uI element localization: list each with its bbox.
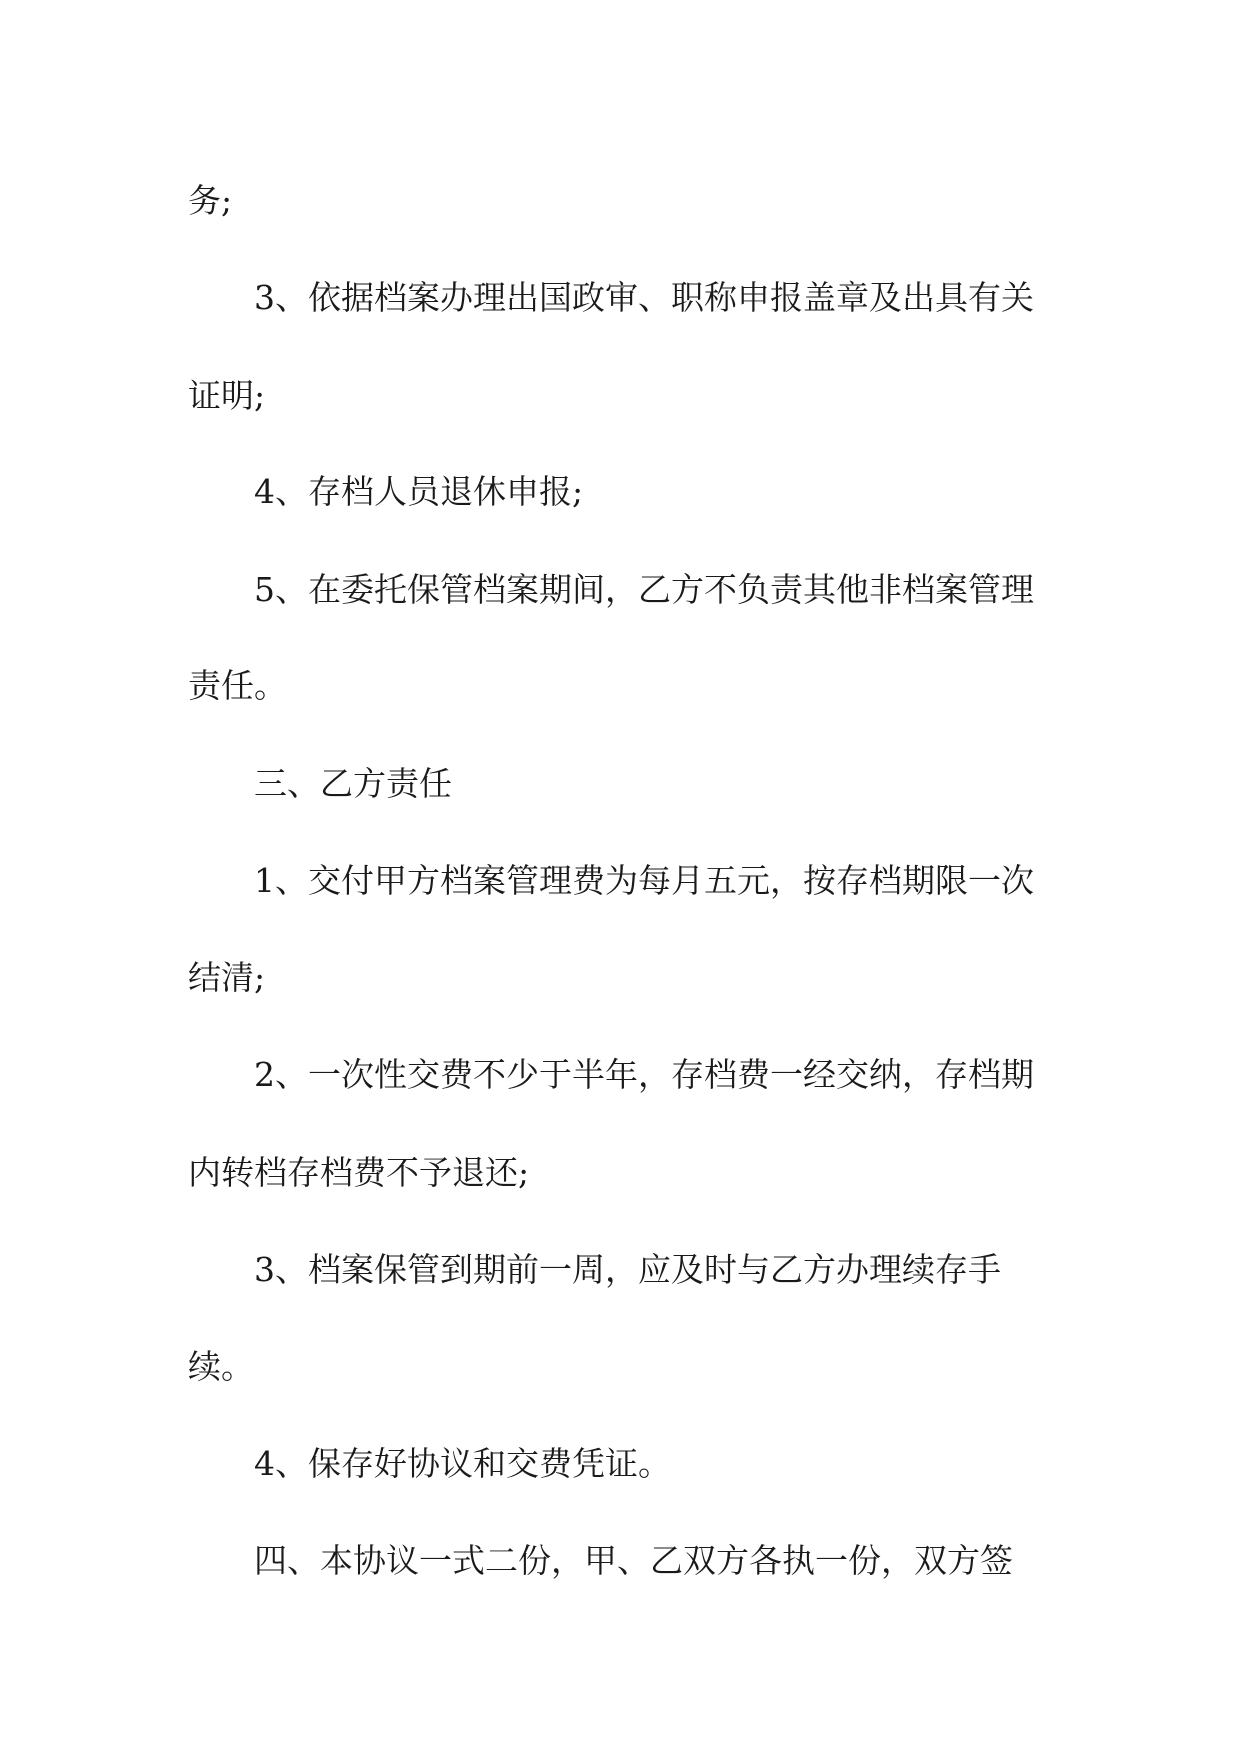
list-item-5-text: 5、在委托保管档案期间，乙方不负责其他非档案管理: [254, 570, 1034, 609]
list-item-4-text: 4、保存好协议和交费凭证。: [254, 1444, 671, 1483]
list-item-1-text: 1、交付甲方档案管理费为每月五元，按存档期限一次: [254, 861, 1034, 900]
section-heading: 四、本协议一式二份，甲、乙双方各执一份，双方签: [254, 1541, 1013, 1580]
text-line: 责任。: [188, 666, 287, 705]
text-line: 务;: [188, 181, 233, 220]
section-heading: 三、乙方责任: [254, 764, 452, 803]
list-item-3-text: 3、档案保管到期前一周，应及时与乙方办理续存手: [254, 1250, 1001, 1289]
text-line: 内转档存档费不予退还;: [188, 1153, 530, 1192]
list-item-4-text: 4、存档人员退休申报;: [254, 472, 584, 511]
text-line: 续。: [188, 1347, 254, 1386]
text-line: 证明;: [188, 376, 266, 415]
list-item-2-text: 2、一次性交费不少于半年，存档费一经交纳，存档期: [254, 1055, 1034, 1094]
list-item-3-text: 3、依据档案办理出国政审、职称申报盖章及出具有关: [254, 278, 1034, 317]
text-line: 结清;: [188, 958, 266, 997]
